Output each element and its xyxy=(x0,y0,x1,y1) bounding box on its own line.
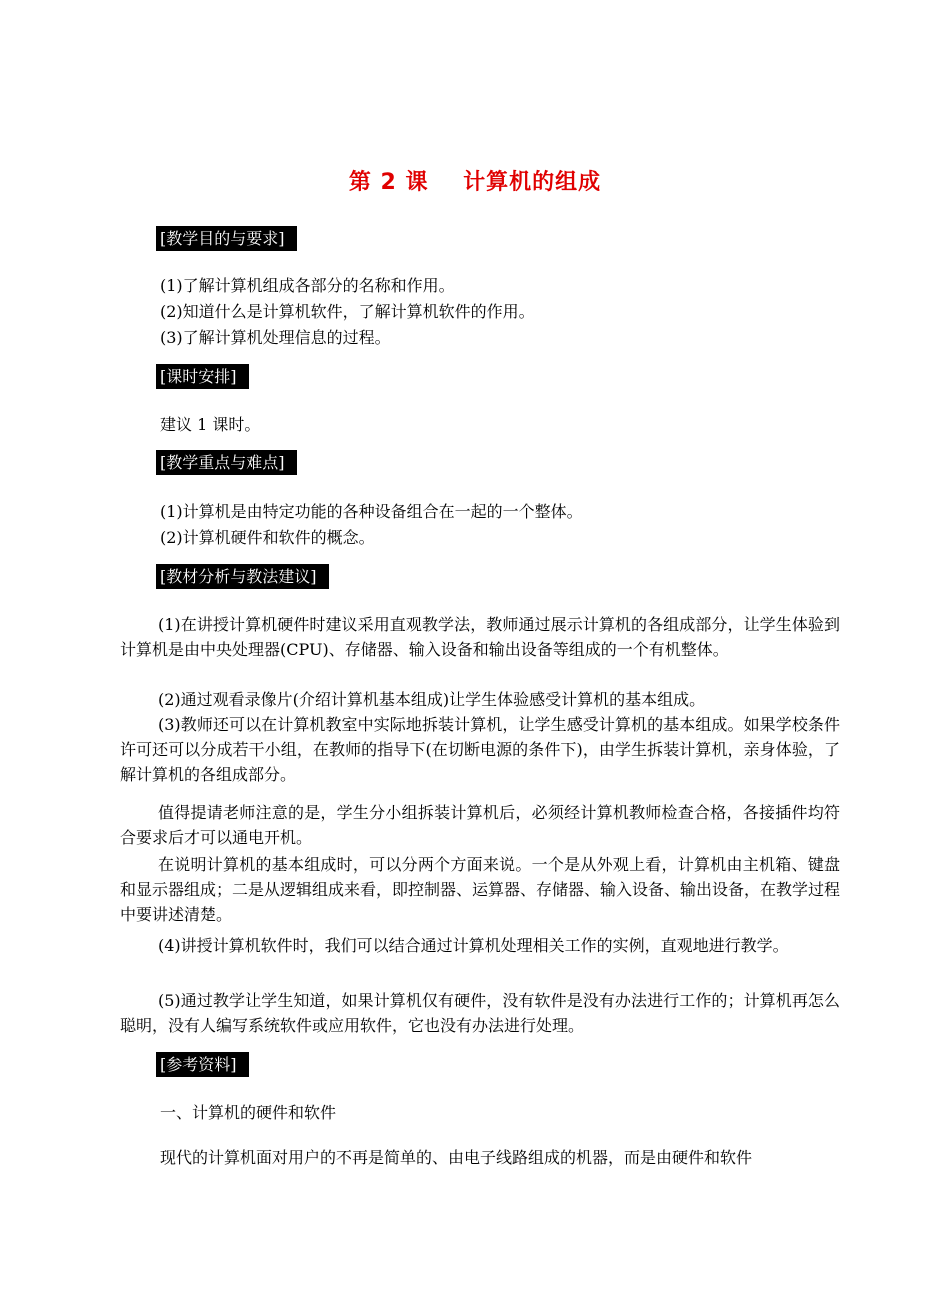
analysis-paragraph-4: 值得提请老师注意的是，学生分小组拆装计算机后，必须经计算机教师检查合格，各接插件均符合要求后才可以通电开机。 xyxy=(120,803,840,847)
section-heading-goals: [教学目的与要求] xyxy=(156,226,297,251)
reference-paragraph: 现代的计算机面对用户的不再是简单的、由电子线路组成的机器，而是由硬件和软件 xyxy=(160,1148,753,1167)
goal-item-1: (1)了解计算机组成各部分的名称和作用。 xyxy=(160,276,455,295)
analysis-paragraph-6: (4)讲授计算机软件时，我们可以结合通过计算机处理相关工作的实例，直观地进行教学。 xyxy=(158,936,789,955)
schedule-text: 建议 1 课时。 xyxy=(160,415,261,434)
lesson-title xyxy=(0,165,950,196)
analysis-paragraph-7: (5)通过教学让学生知道，如果计算机仅有硬件，没有软件是没有办法进行工作的；计算机再怎么聪明，没有人编写系统软件或应用软件，它也没有办法进行处理。 xyxy=(120,991,840,1035)
section-heading-keypoints: [教学重点与难点] xyxy=(156,450,297,475)
goal-item-3: (3)了解计算机处理信息的过程。 xyxy=(160,328,391,347)
section-heading-reference: [参考资料] xyxy=(156,1052,249,1077)
analysis-paragraph-1: (1)在讲授计算机硬件时建议采用直观教学法，教师通过展示计算机的各组成部分，让学生体验到计算机是由中央处理器(CPU)、存储器、输入设备和输出设备等组成的一个有机整体。 xyxy=(120,615,840,659)
analysis-paragraph-5: 在说明计算机的基本组成时，可以分两个方面来说。一个是从外观上看，计算机由主机箱、键盘和显示器组成；二是从逻辑组成来看，即控制器、运算器、存储器、输入设备、输出设备，在教学过程中要讲述清楚。 xyxy=(120,855,841,924)
reference-subheading: 一、计算机的硬件和软件 xyxy=(160,1103,337,1122)
keypoint-item-1: (1)计算机是由特定功能的各种设备组合在一起的一个整体。 xyxy=(160,502,583,521)
lesson-number: 第 2 课 xyxy=(348,170,429,195)
keypoint-item-2: (2)计算机硬件和软件的概念。 xyxy=(160,528,375,547)
goal-item-2: (2)知道什么是计算机软件，了解计算机软件的作用。 xyxy=(160,302,535,321)
analysis-paragraph-2: (2)通过观看录像片(介绍计算机基本组成)让学生体验感受计算机的基本组成。 xyxy=(158,690,706,709)
section-heading-analysis: [教材分析与教法建议] xyxy=(156,564,329,589)
analysis-paragraph-3: (3)教师还可以在计算机教室中实际地拆装计算机，让学生感受计算机的基本组成。如果学校条件许可还可以分成若干小组，在教师的指导下(在切断电源的条件下)，由学生拆装计算机，亲身体验，了解计算机的各组成部分。 xyxy=(120,715,840,784)
lesson-name: 计算机的组成 xyxy=(463,170,602,195)
section-heading-schedule: [课时安排] xyxy=(156,364,249,389)
